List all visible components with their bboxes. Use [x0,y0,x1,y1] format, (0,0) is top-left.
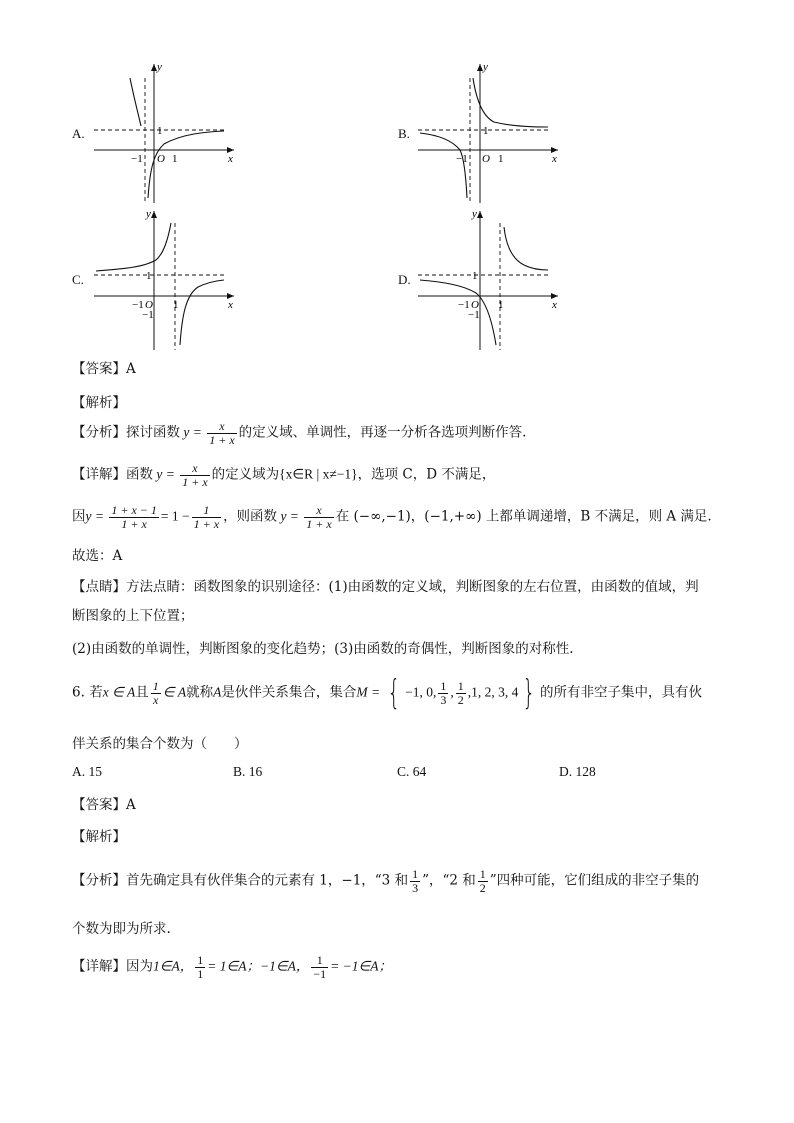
svg-text:−1: −1 [458,299,470,311]
tick-one-x: 1 [172,153,178,165]
q5-dianjing-2: 断图象的上下位置； [72,608,194,624]
origin-label: O [157,153,165,165]
q6-choice-b: B. 16 [233,764,263,779]
q5-xiangjie: 【详解】函数 y = $\frac{x}{1 + x}$ 的定义域为{x∈R | x≠−1}，选项 C，D 不满足， [72,461,496,489]
svg-text:x: x [228,299,233,311]
svg-text:1: 1 [173,299,179,311]
svg-text:−1: −1 [142,309,154,321]
svg-text:−1: −1 [468,309,480,321]
q5-answer: 【答案】A [72,361,136,377]
tick-neg-one-x: −1 [131,153,143,165]
svg-text:1: 1 [483,125,489,137]
q5-analysis-head: 【解析】 [72,395,126,411]
svg-text:1: 1 [472,270,478,282]
option-b-label: B. [398,126,410,141]
graph-option-c [94,205,244,350]
svg-text:y: y [483,61,488,73]
y-axis-label: y [157,61,162,73]
svg-text:x: x [552,299,557,311]
svg-text:O: O [482,153,490,165]
svg-text:1: 1 [498,299,504,311]
svg-text:−1: −1 [456,153,468,165]
svg-text:y: y [146,208,151,220]
tick-one-y: 1 [157,125,163,137]
graph-option-d [418,205,568,350]
svg-text:O: O [471,299,479,311]
svg-text:−1: −1 [132,299,144,311]
svg-text:1: 1 [498,153,504,165]
q6-choice-c: C. 64 [397,764,427,779]
q6-answer: 【答案】A [72,797,136,813]
q5-fenxi: 【分析】探讨函数 y = $\frac{x}{1 + x}$ 的定义域、单调性，再逐一分析各选项判断作答. [72,419,527,447]
q6-analysis-head: 【解析】 [72,829,126,845]
q6-fenxi: 【分析】首先确定具有伙伴集合的元素有 1，−1，“3 和 $\frac{1}{3}$ ”，“2 和 $\frac{1}{2}$ ”四种可能，它们组成的非空子集的 [72,867,700,895]
q6-choice-d: D. 128 [559,764,596,779]
option-d-label: D. [398,272,411,287]
graph-option-a [94,58,244,203]
q5-dianjing-3: (2)由函数的单调性，判断图象的变化趋势；(3)由函数的奇偶性，判断图象的对称性. [72,641,574,657]
option-a-label: A. [72,126,85,141]
q6-choice-a: A. 15 [72,764,102,779]
option-c-label: C. [72,272,84,287]
svg-text:x: x [552,153,557,165]
svg-text:O: O [145,299,153,311]
q6-fenxi-2: 个数为即为所求. [72,921,171,937]
q6-stem-2: 伴关系的集合个数为（ ） [72,736,248,752]
svg-text:y: y [472,208,477,220]
q5-dianjing-1: 【点睛】方法点睛：函数图象的识别途径：(1)由函数的定义域，判断图象的左右位置，由函数的值域，判 [72,579,699,595]
graph-option-b [418,58,568,203]
q5-monotonic: 因y = $\frac{1 + x - 1}{1 + x}$ = 1 − $\frac{1}{1 + x}$ ，则函数 y = $\frac{x}{1 + x}$ 在 (−∞,−1)，(−1,+∞) 上都单调递增，B 不满足，则 A 满足. [72,503,712,531]
svg-text:1: 1 [146,270,152,282]
x-axis-label: x [228,153,233,165]
q5-choice: 故选：A [72,548,123,564]
q6-xiangjie: 【详解】因为1∈A， $\frac{1}{1}$ = 1∈A；−1∈A， $\frac{1}{-1}$ = −1∈A； [72,953,393,981]
q6-stem: 6. 若x ∈ A且 $\frac{1}{x}$ ∈ A就称A是伙伴关系集合，集合M = { −1, 0, $\frac{1}{3}$ , $\frac{1}{2}$ ,1, 2, 3, 4 } 的所有非空子集中，具有伙 [72,673,702,714]
